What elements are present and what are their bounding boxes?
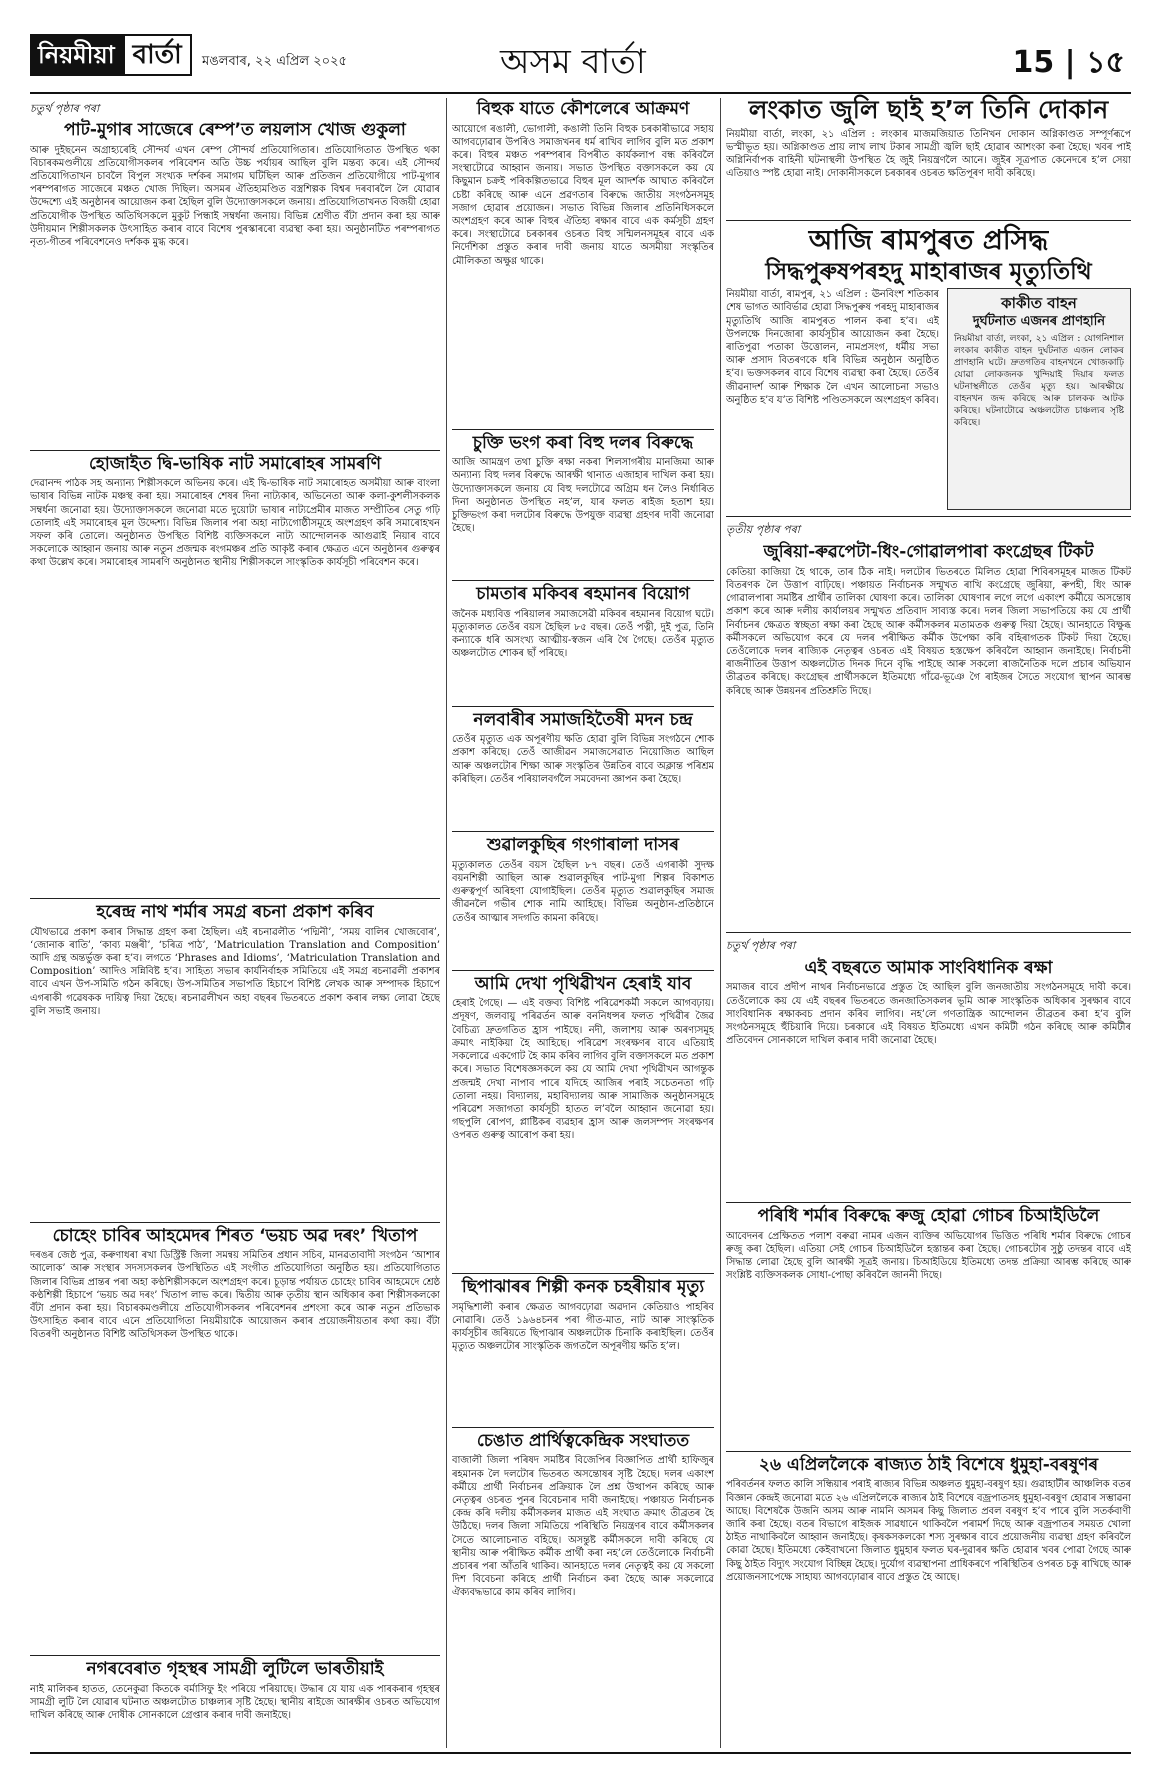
story-harendra-nath [30, 903, 440, 1216]
headline: চুক্তি ভংগ কৰা বিহু দলৰ বিৰুদ্ধে [472, 432, 694, 453]
article-body: আজি আমন্ত্ৰণ তথা চুক্তি ৰক্ষা নকৰা শিলসাগৰীয় মানজিমা আৰু অন্যান্য বিহু দলৰ বিৰুদ্ধে আৰক্ষী থানাত এজাহাৰ দাখিল কৰা হয়। উদ্যোক্তাসকলে জনায় যে বিহু দলটোৱে অগ্ৰিম ধন লৈও নিৰ্ধাৰিত দিনা অনুষ্ঠানত উপস্থিত নহ’ল, যাৰ ফলত ৰাইজ হতাশ হয়। চুক্তিভংগ কৰা দলটোৰ বিৰুদ্ধে উপযুক্ত ব্যৱস্থা গ্ৰহণৰ দাবী জনোৱা হৈছে। [452, 457, 714, 535]
feature-headline-line-1: আজি ৰামপুৰত প্ৰসিদ্ধ [808, 224, 1049, 256]
story-nagarbera-loot [30, 1660, 440, 1743]
divider [452, 1273, 714, 1274]
page-number: 15 | ১৫ [1012, 45, 1125, 80]
headline: আমি দেখা পৃথিৱীখন হেৰাই যাব [474, 973, 692, 994]
story-chenga-conflict [452, 1432, 714, 1705]
divider [452, 580, 714, 581]
article-body: নিয়মীয়া বাৰ্তা, ৰামপুৰ, ২১ এপ্ৰিল : ঊনবিংশ শতিকাৰ শেষ ভাগত আবিৰ্ভাৱ হোৱা সিদ্ধপুৰুষ পৰহদু মাহাৰাজৰ মৃত্যুতিথি আজি ৰামপুৰত পালন কৰা হ’ব। এই উপলক্ষে দিনজোৰা কাৰ্যসূচীৰ আয়োজন কৰা হৈছে। ৰাতিপুৱা পতাকা উত্তোলন, নামপ্ৰসংগ, ধৰ্মীয় সভা আৰু প্ৰসাদ বিতৰণকে ধৰি বিভিন্ন অনুষ্ঠান অনুষ্ঠিত হ’ব। ভক্তসকলৰ বাবে বিশেষ ব্যৱস্থা কৰা হৈছে। তেওঁৰ জীৱনাদৰ্শ আৰু শিক্ষাক লৈ এখন আলোচনা সভাও অনুষ্ঠিত হ’ব য’ত বিশিষ্ট পণ্ডিতসকলে অংশগ্ৰহণ কৰিব। [726, 289, 939, 406]
headline: পাট-মুগাৰ সাজেৰে ৰেম্প’ত লয়লাস খোজ গুকুলা [64, 120, 406, 140]
divider [30, 1222, 440, 1223]
story-voice-of-darrang [30, 1227, 440, 1650]
divider [726, 1202, 1131, 1203]
divider [452, 970, 714, 971]
section-title: অসম বাৰ্তা [500, 42, 646, 82]
story-bihu-attack [452, 100, 714, 423]
story-congress-ticket [726, 543, 1131, 926]
headline: হৰেন্দ্ৰ নাথ শৰ্মাৰ সমগ্ৰ ৰচনা প্ৰকাশ কৰিব [96, 902, 374, 923]
divider [30, 1655, 440, 1656]
divider [726, 932, 1131, 933]
column-middle [452, 98, 714, 1748]
story-lanka-fire [726, 96, 1131, 214]
story-bihu-contract [452, 434, 714, 575]
article-body: সমাজৰ বাবে প্ৰদীপ নাথৰ নিৰ্বাচনভাৱে প্ৰস্তুত হৈ আছিল বুলি জনজাতীয় সংগঠনসমূহে দাবী কৰে। তেওঁলোকে কয় যে এই বছৰৰ ভিতৰতে জনজাতিসকলৰ ভূমি আৰু সাংস্কৃতিক অধিকাৰ সুৰক্ষাৰ বাবে সাংবিধানিক ৰক্ষাকবচ প্ৰদান কৰিব লাগিব। নহ’লে গণতান্ত্ৰিক আন্দোলন তীব্ৰতৰ কৰা হ’ব বুলি সংগঠনসমূহে হুঁচিয়াৰি দিয়ে। চৰকাৰে এই বিষয়ত ইতিমধ্যে এখন কমিটী গঠন কৰিছে আৰু কমিটীৰ প্ৰতিবেদন সোনকালে দাখিল কৰাৰ দাবী জনোৱা হৈছে। [726, 982, 1131, 1047]
headline: জুৰিয়া-ৰুৱপেটা-ধিং-গোৱালপাৰা কংগ্ৰেছৰ টিকট [763, 542, 1094, 563]
boxed-story-accident [947, 288, 1131, 510]
column-right [726, 94, 1131, 1748]
box-headline-line-2: দুৰ্ঘটনাত এজনৰ প্ৰাণহানি [972, 314, 1106, 330]
headline: পৰিধি শৰ্মাৰ বিৰুদ্ধে ৰুজু হোৱা গোচৰ চিআইডিলৈ [757, 1206, 1100, 1227]
column-rule [720, 98, 721, 1748]
story-rampur-siddhapurush [726, 225, 1131, 510]
divider [726, 1451, 1131, 1452]
headline: নলবাৰীৰ সমাজহিতৈষী মদন চন্দ্ৰ [473, 709, 693, 730]
feature-headline-line-2: সিদ্ধপুৰুষপৰহদু মাহাৰাজৰ মৃত্যুতিথি [765, 258, 1092, 285]
divider [726, 516, 1131, 517]
article-body: যৌথভাৱে প্ৰকাশ কৰাৰ সিদ্ধান্ত গ্ৰহণ কৰা হৈছিল। এই ৰচনাৱলীত ‘পদ্মিনী’, ‘সময় বালিৰ খোজবোৰ’, ‘জোনাক ৰাতি’, ‘কাব্য মঞ্জৰী’, ‘চৰিত্ৰ পাঠ’, ‘Matriculation Translation and Composition’ আদি গ্ৰন্থ অন্তৰ্ভুক্ত কৰা হ’ব। লগতে ‘Phrases and Idioms’, ‘Matriculation Translation and Composition’ আদিও সন্নিবিষ্ট হ’ব। সাহিত্য সভাৰ কাৰ্যনিৰ্বাহক সমিতিয়ে এই সমগ্ৰ ৰচনাৱলী প্ৰকাশৰ বাবে এখন উপ-সমিতি গঠন কৰিছে। উপ-সমিতিৰ সভাপতি হিচাপে বিশিষ্ট লেখক আৰু সম্পাদক হিচাপে এগৰাকী গৱেষকক দায়িত্ব দিয়া হৈছে। ৰচনাৱলীখন অহা বছৰৰ ভিতৰতে প্ৰকাশ কৰাৰ লক্ষ্য লোৱা হৈছে বুলি সভাই জনায়। [30, 926, 440, 1017]
headline: ছিপাঝাৰৰ শিল্পী কনক চহৰীয়াৰ মৃত্যু [461, 1277, 705, 1298]
story-artist-kanak [452, 1278, 714, 1421]
headline: শুৱালকুছিৰ গংগাৰালা দাসৰ [487, 835, 679, 856]
story-constitutional-safeguard [726, 959, 1131, 1197]
article-body: হেৰাই গৈছে। — এই বক্তব্য বিশিষ্ট পৰিৱেশকৰ্মী সকলে আগবঢ়ায়। প্ৰদূষণ, জলবায়ু পৰিৱৰ্তন আৰু বননিধন্সৰ ফলত পৃথিৱীৰ জৈৱ বৈচিত্ৰ্য দ্ৰুতগতিত হ্ৰাস পাইছে। নদী, জলাশয় আৰু অৰণ্যসমূহ ক্ৰমাৎ নাইকিয়া হৈ আহিছে। পৰিৱেশ সংৰক্ষণৰ বাবে এতিয়াই সকলোৱে একগোট হৈ কাম কৰিব লাগিব বুলি বক্তাসকলে মত প্ৰকাশ কৰে। সভাত বিশেষজ্ঞসকলে কয় যে আমি দেখা পৃথিৱীখন আগন্তুক প্ৰজন্মই দেখা নাপাব পাৰে যদিহে আজিৰ পৰাই সচেতনতা গঢ়ি তোলা নহয়। বিদ্যালয়, মহাবিদ্যালয় আৰু সামাজিক অনুষ্ঠানসমূহে পৰিৱেশ সজাগতা কাৰ্যসূচী হাতত ল’বলৈ আহ্বান জনোৱা হয়। গছপুলি ৰোপণ, প্লাষ্টিকৰ ব্যৱহাৰ হ্ৰাস আৰু জলসম্পদ সংৰক্ষণৰ ওপৰত গুৰুত্ব আৰোপ কৰা হয়। [452, 998, 714, 1142]
story-paridhi-cid [726, 1207, 1131, 1445]
story-pat-muga [30, 121, 440, 444]
article-body: দেৱানন্দ পাঠক সহ অন্যান্য শিল্পীসকলে অভিনয় কৰে। এই দ্বি-ভাষিক নাট সমাৰোহত অসমীয়া আৰু বাংলা ভাষাৰ বিভিন্ন নাটক মঞ্চস্থ কৰা হয়। সমাৰোহৰ শেষৰ দিনা নাট্যকাৰ, অভিনেতা আৰু কলা-কুশলীসকলক সম্বৰ্ধনা জনোৱা হয়। উদ্যোক্তাসকলে জনোৱা মতে দুয়োটা ভাষাৰ নাট্যপ্ৰেমীৰ মাজত সম্প্ৰীতিৰ সেতু গঢ়ি তোলাই এই সমাৰোহৰ মূল উদ্দেশ্য। বিভিন্ন জিলাৰ পৰা অহা নাট্যগোষ্ঠীসমূহে অংশগ্ৰহণ কৰি সমাৰোহখন সফল কৰি তোলে। অনুষ্ঠানত উপস্থিত বিশিষ্ট ব্যক্তিসকলে নাট্য আন্দোলনক আগুৱাই নিয়াৰ বাবে সকলোকে আহ্বান জনায় আৰু নতুন প্ৰজন্মক ৰংগমঞ্চৰ প্ৰতি আকৃষ্ট কৰাৰ ক্ষেত্ৰত এনে অনুষ্ঠানৰ গুৰুত্বৰ কথা উল্লেখ কৰে। সমাৰোহৰ সামৰণি অনুষ্ঠানত স্থানীয় শিল্পীসকলে সাংস্কৃতিক কাৰ্যসূচী পৰিবেশন কৰে। [30, 478, 440, 569]
divider [726, 220, 1131, 221]
footer-rule [30, 1752, 1131, 1754]
lead-headline: লংকাত জুলি ছাই হ’ল তিনি দোকান [748, 95, 1109, 124]
headline: বিহুক যাতে কৌশলেৰে আক্ৰমণ [476, 99, 690, 119]
logo-part-1: নিয়মীয়া [30, 34, 123, 76]
article-body: নিয়মীয়া বাৰ্তা, লংকা, ২১ এপ্ৰিল : লংকাৰ মাজমজিয়াত তিনিখন দোকান অগ্নিকাণ্ডত সম্পূৰ্ণৰূপে ভস্মীভূত হয়। অগ্নিকাণ্ডত প্ৰায় লাখ লাখ টকাৰ সামগ্ৰী জ্বলি ছাই হোৱাৰ আশংকা কৰা হৈছে। খবৰ পাই অগ্নিনিৰ্বাপক বাহিনী ঘটনাস্থলী উপস্থিত হৈ জুই নিয়ন্ত্ৰণলৈ আনে। জুইৰ সূত্ৰপাত কেনেদৰে হ’ল সেয়া এতিয়াও স্পষ্ট হোৱা নাই। দোকানীসকলে চৰকাৰৰ ওচৰত ক্ষতিপূৰণ দাবী কৰিছে। [726, 128, 1131, 180]
story-obituary-makibar [452, 585, 714, 700]
story-hojai-drama [30, 455, 440, 893]
story-obituary-madan [452, 711, 714, 826]
article-body: পৰিবৰ্তনৰ ফলত কালি সন্ধিয়াৰ পৰাই ৰাজ্যৰ বিভিন্ন অঞ্চলত ধুমুহা-বৰষুণ হয়। গুৱাহাটীৰ আঞ্চলিক বতৰ বিজ্ঞান কেন্দ্ৰই জনোৱা মতে ২৬ এপ্ৰিললৈকে ৰাজ্যৰ ঠাই বিশেষে বজ্ৰপাতসহ ধুমুহা-বৰষুণ হোৱাৰ সম্ভাৱনা আছে। বিশেষকৈ উজনি অসম আৰু নামনি অসমৰ কিছু জিলাত প্ৰবল বৰষুণ হ’ব পাৰে বুলি সতৰ্কবাণী জাৰি কৰা হৈছে। বতৰ বিভাগে ৰাইজক সাৱধানে থাকিবলৈ পৰামৰ্শ দিছে আৰু বজ্ৰপাতৰ সময়ত খোলা ঠাইত নাথাকিবলৈ আহ্বান জনাইছে। কৃষকসকলকো শস্য সুৰক্ষাৰ বাবে প্ৰয়োজনীয় ব্যৱস্থা গ্ৰহণ কৰিবলৈ কোৱা হৈছে। ইতিমধ্যে কেইবাখনো জিলাত ধুমুহাৰ ফলত ঘৰ-দুৱাৰৰ ক্ষতি হোৱাৰ খবৰ পোৱা গৈছে আৰু কিছু ঠাইত বিদ্যুৎ সংযোগ বিচ্ছিন্ন হৈছে। দুৰ্যোগ ব্যৱস্থাপনা প্ৰাধিকৰণে পৰিস্থিতিৰ ওপৰত চকু ৰাখিছে আৰু প্ৰয়োজনসাপেক্ষে সাহায্য আগবঢ়োৱাৰ বাবে প্ৰস্তুত হৈ আছে। [726, 1479, 1131, 1583]
headline: নগৰবেৰাত গৃহস্থৰ সামগ্ৰী লুটিলে ভাৰতীয়াই [86, 1659, 384, 1680]
article-body: আয়োগে ৰঙালী, ভোগালী, কঙালী তিনি বিহুক চৰকাৰীভাৱে সহায় আগবঢ়োৱাৰ উপৰিও সমাজখনৰ ধৰ্ম ৰাখিব লাগিব বুলি মত প্ৰকাশ কৰে। বিহুৰ মঞ্চত পৰম্পৰাৰ বিপৰীত কাৰ্যকলাপ বন্ধ কৰিবলৈ সংস্থাটোৱে আহ্বান জনায়। সভাত উপস্থিত বক্তাসকলে কয় যে কিছুমান চক্ৰই পৰিকল্পিতভাৱে বিহুৰ মূল আদৰ্শক আঘাত কৰিবলৈ চেষ্টা কৰিছে আৰু এনে প্ৰৱণতাৰ বিৰুদ্ধে জাতীয় সংগঠনসমূহ সজাগ হোৱাৰ প্ৰয়োজন। সভাত বিভিন্ন জিলাৰ প্ৰতিনিধিসকলে অংশগ্ৰহণ কৰে আৰু বিহুৰ ঐতিহ্য ৰক্ষাৰ বাবে এক কৰ্মসূচী গ্ৰহণ কৰে। সংস্থাটোৱে চৰকাৰৰ ওচৰত বিহু সন্মিলনসমূহৰ বাবে এক নিৰ্দেশিকা প্ৰস্তুত কৰাৰ দাবী জনায় যাতে অসমীয়া সংস্কৃতিৰ মৌলিকতা অক্ষুণ্ণ থাকে। [452, 123, 714, 267]
article-body: আবেদনৰ প্ৰেক্ষিতত পলাশ বৰুৱা নামৰ এজন ব্যক্তিৰ অভিযোগৰ ভিত্তিত পৰিধি শৰ্মাৰ বিৰুদ্ধে গোচৰ ৰুজু কৰা হৈছিল। এতিয়া সেই গোচৰ চিআইডিলৈ হস্তান্তৰ কৰা হৈছে। গোচৰটোৰ সুষ্ঠু তদন্তৰ বাবে এই সিদ্ধান্ত লোৱা হৈছে বুলি আৰক্ষী সূত্ৰই জনায়। চিআইডিয়ে ইতিমধ্যে তদন্ত প্ৰক্ৰিয়া আৰম্ভ কৰিছে আৰু সংশ্লিষ্ট ব্যক্তিসকলক সোধা-পোছা কৰিবলৈ জাননী দিছে। [726, 1230, 1131, 1282]
article-body: কেতিয়া কাজিয়া হৈ থাকে, তাৰ ঠিক নাই। দলটোৰ ভিতৰতে মিলিত হোৱা শিবিৰসমূহৰ মাজত টিকট বিতৰণক লৈ উত্তাপ বাঢ়িছে। পঞ্চায়ত নিৰ্বাচনক সন্মুখত ৰাখি কংগ্ৰেছে জুৰিয়া, ৰুপহী, ধিং আৰু গোৱালপাৰা সমষ্টিৰ প্ৰাৰ্থীৰ তালিকা ঘোষণা কৰে। তালিকা ঘোষণাৰ লগে লগে একাংশ কৰ্মীয়ে অসন্তোষ প্ৰকাশ কৰে আৰু দলীয় কাৰ্যালয়ৰ সন্মুখত প্ৰতিবাদ সাব্যস্ত কৰে। দলৰ জিলা সভাপতিয়ে কয় যে প্ৰাৰ্থী নিৰ্বাচনৰ ক্ষেত্ৰত স্বচ্ছতা ৰক্ষা কৰা হৈছে আৰু কৰ্মীসকলৰ মতামতক গুৰুত্ব দিয়া হৈছে। আনহাতে বিক্ষুব্ধ কৰ্মীসকলে অভিযোগ কৰে যে দলৰ পৰীক্ষিত কৰ্মীক উপেক্ষা কৰি বহিৰাগতক টিকট দিয়া হৈছে। তেওঁলোকে দলৰ ৰাজ্যিক নেতৃত্বৰ ওচৰত এই বিষয়ত হস্তক্ষেপ কৰিবলৈ আহ্বান জনাইছে। নিৰ্বাচনী ৰাজনীতিৰ উত্তাপ অঞ্চলটোত দিনক দিনে বৃদ্ধি পাইছে আৰু সকলো ৰাজনৈতিক দলে প্ৰচাৰ অভিযান তীব্ৰতৰ কৰিছে। কংগ্ৰেছৰ প্ৰাৰ্থীসকলে ইতিমধ্যে গাঁৱে-ভূঞে গৈ ৰাইজৰ সৈতে সংযোগ স্থাপন আৰম্ভ কৰিছে আৰু উন্নয়নৰ প্ৰতিশ্ৰুতি দিছে। [726, 566, 1131, 697]
story-obituary-gangabala [452, 836, 714, 964]
divider [452, 1427, 714, 1428]
headline: চামতাৰ মকিবৰ ৰহমানৰ বিয়োগ [476, 584, 690, 605]
article-body: বাজালী জিলা পৰিষদ সমষ্টিৰ বিজেপিৰ বিজ্ঞাপিত প্ৰাৰ্থী হাফিজুৰ ৰহমানক লৈ দলটোৰ ভিতৰত অসন্তোষৰ সৃষ্টি হৈছে। দলৰ একাংশ কৰ্মীয়ে প্ৰাৰ্থী নিৰ্বাচনৰ প্ৰক্ৰিয়াক লৈ প্ৰশ্ন উত্থাপন কৰিছে আৰু নেতৃত্বৰ ওচৰত পুনৰ বিবেচনাৰ দাবী জনাইছে। পঞ্চায়ত নিৰ্বাচনক কেন্দ্ৰ কৰি দলীয় কৰ্মীসকলৰ মাজত এই সংঘাত ক্ৰমাৎ তীব্ৰতৰ হৈ উঠিছে। দলৰ জিলা সমিতিয়ে পৰিস্থিতি নিয়ন্ত্ৰণৰ বাবে কৰ্মীসকলৰ সৈতে আলোচনাত বহিছে। অসন্তুষ্ট কৰ্মীসকলে দাবী কৰিছে যে স্থানীয় আৰু পৰীক্ষিত কৰ্মীক প্ৰাৰ্থী কৰা নহ’লে তেওঁলোকে নিৰ্বাচনী প্ৰচাৰৰ পৰা আঁতৰি থাকিব। আনহাতে দলৰ নেতৃত্বই কয় যে সকলো দিশ বিবেচনা কৰিহে প্ৰাৰ্থী নিৰ্বাচন কৰা হৈছে আৰু সকলোৱে ঐক্যবদ্ধভাৱে কাম কৰিব লাগিব। [452, 1455, 714, 1599]
article-body: নিয়মীয়া বাৰ্তা, লংকা, ২১ এপ্ৰিল : যোগনিশাল লংকাৰ কাকীত বাহন দুৰ্ঘটনাত এজন লোকৰ প্ৰাণহানি ঘটে। দ্ৰুতগতিৰ বাহনখনে খোজকাঢ়ি যোৱা লোকজনক খুন্দিয়াই দিয়াৰ ফলত ঘটনাস্থলীতে তেওঁৰ মৃত্যু হয়। আৰক্ষীয়ে বাহনখন জব্দ কৰিছে আৰু চালকক আটক কৰিছে। ঘটনাটোৱে অঞ্চলটোত চাঞ্চল্যৰ সৃষ্টি কৰিছে। [954, 334, 1124, 429]
divider [30, 898, 440, 899]
headline: হোজাইত দ্বি-ভাষিক নাট সমাৰোহৰ সামৰণি [88, 453, 381, 474]
article-body: সমৃদ্ধিশালী কৰাৰ ক্ষেত্ৰত আগবঢ়োৱা অৱদান কেতিয়াও পাহৰিব নোৱাৰি। তেওঁ ১৯৬৪চনৰ পৰা গীত-মাত, নাট আৰু সাংস্কৃতিক কাৰ্যসূচীৰ জৰিয়তে ছিপাঝাৰ অঞ্চলটোক চিনাকি কৰাইছিল। তেওঁৰ মৃত্যুত অঞ্চলটোৰ সাংস্কৃতিক জগতলৈ অপূৰণীয় ক্ষতি হ’ল। [452, 1301, 714, 1353]
divider [452, 429, 714, 430]
article-body: জনৈক মধ্যবিত্ত পৰিয়ালৰ সমাজসেৱী মকিবৰ ৰহমানৰ বিয়োগ ঘটে। মৃত্যুকালত তেওঁৰ বয়স হৈছিল ৮৫ বছৰ। তেওঁ পত্নী, দুই পুত্ৰ, তিনি কন্যাকে ধৰি অসংখ্য আত্মীয়-স্বজন এৰি থৈ গৈছে। তেওঁৰ মৃত্যুত অঞ্চলটোত শোকৰ ছাঁ পৰিছে। [452, 608, 714, 660]
logo-part-2: বাৰ্তা [123, 34, 192, 76]
kicker: তৃতীয় পৃষ্ঠাৰ পৰা [726, 523, 800, 537]
kicker: চতুৰ্থ পৃষ্ঠাৰ পৰা [30, 102, 100, 115]
article-body: দৰঙৰ জেষ্ঠ পুত্ৰ, কৰুণাধৰা ৰখা ডিস্ট্ৰিক্ট জিলা সমন্বয় সমিতিৰ প্ৰধান সচিব, মানৱতাবাদী সংগঠন ‘আশাৰ আলোক’ আৰু সংস্থাৰ সদস্যসকলৰ উপস্থিতিত এই সংগীত প্ৰতিযোগিতা অনুষ্ঠিত হয়। প্ৰতিযোগিতাত জিলাৰ বিভিন্ন প্ৰান্তৰ পৰা অহা কণ্ঠশিল্পীসকলে অংশগ্ৰহণ কৰে। চূড়ান্ত পৰ্যায়ত চোহেং চাবিৰ আহমেদে শ্ৰেষ্ঠ কণ্ঠশিল্পী হিচাপে ‘ভয়চ অৱ দৰং’ খিতাপ লাভ কৰে। দ্বিতীয় আৰু তৃতীয় স্থান অধিকাৰ কৰা শিল্পীসকলকো বঁটা প্ৰদান কৰা হয়। বিচাৰকমণ্ডলীয়ে প্ৰতিযোগীসকলৰ পৰিবেশনৰ প্ৰশংসা কৰে আৰু নতুন প্ৰতিভাক উৎসাহিত কৰাৰ বাবে এনে প্ৰতিযোগিতা নিয়মীয়াকৈ আয়োজন কৰাৰ প্ৰয়োজনীয়তাৰ কথা কয়। বঁটা বিতৰণী অনুষ্ঠানত বিশিষ্ট অতিথিসকল উপস্থিত থাকে। [30, 1250, 440, 1341]
divider [452, 831, 714, 832]
divider [452, 706, 714, 707]
headline: ২৬ এপ্ৰিললৈকে ৰাজ্যত ঠাই বিশেষে ধুমুহা-বৰষুণৰ [758, 1454, 1099, 1475]
headline: এই বছৰতে আমাক সাংবিধানিক ৰক্ষা [804, 957, 1053, 978]
kicker: চতুৰ্থ পৃষ্ঠাৰ পৰা [726, 938, 796, 952]
headline: চোহেং চাবিৰ আহমেদৰ শিৰত ‘ভয়চ অৱ দৰং’ খিতাপ [52, 1225, 418, 1246]
headline: চেঙাত প্ৰাৰ্থিত্বকেন্দ্ৰিক সংঘাতত [476, 1430, 690, 1451]
issue-date: মঙলবাৰ, ২২ এপ্ৰিল ২০২৫ [202, 54, 347, 69]
story-environment [452, 975, 714, 1268]
divider [30, 450, 440, 451]
masthead [30, 30, 1131, 88]
column-rule [446, 98, 447, 1748]
newspaper-logo [30, 34, 192, 76]
story-weather [726, 1456, 1131, 1729]
column-left [30, 98, 440, 1748]
article-body: আৰু দুইছনেন অগ্ৰাহ্যৰেহি সৌন্দৰ্য এখন ৰেম্প সৌন্দৰ্য প্ৰতিযোগিতাৰ। প্ৰতিযোগিতাত উপস্থিত থকা বিচাৰকমণ্ডলীয়ে প্ৰতিযোগীসকলৰ পৰিবেশন অতি উচ্চ পৰ্যায়ৰ আছিল বুলি মন্তব্য কৰে। এই সৌন্দৰ্য প্ৰতিযোগিতাখন চাবলৈ বিপুল সংখ্যক দৰ্শকৰ সমাগম ঘটিছিল আৰু প্ৰতিজন প্ৰতিযোগীয়ে পাট-মুগাৰ পৰম্পৰাগত সাজেৰে মঞ্চত খোজ দিছিল। অসমৰ ঐতিহ্যমণ্ডিত বস্ত্ৰশিল্পক বিশ্বৰ দৰবাৰলৈ লৈ যোৱাৰ উদ্দেশ্যে এই অনুষ্ঠানৰ আয়োজন কৰা হৈছিল বুলি উদ্যোক্তাসকলে জনায়। প্ৰতিযোগিতাখনত বিজয়ী হোৱা প্ৰতিযোগীক উপস্থিত অতিথিসকলে মুকুট পিন্ধাই সম্বৰ্ধনা জনায়। বিভিন্ন শ্ৰেণীত বঁটা প্ৰদান কৰা হয় আৰু উদীয়মান শিল্পীসকলক উৎসাহিত কৰাৰ বাবে বিশেষ পুৰস্কাৰৰো ব্যৱস্থা কৰা হয়। অনুষ্ঠানটিত পৰম্পৰাগত নৃত্য-গীতৰ পৰিবেশনেও দৰ্শকক মুগ্ধ কৰে। [30, 144, 440, 248]
article-body: মৃত্যুকালত তেওঁৰ বয়স হৈছিল ৮৭ বছৰ। তেওঁ এগৰাকী সুদক্ষ বয়নশিল্পী আছিল আৰু শুৱালকুছিৰ পাট-মুগা শিল্পৰ বিকাশত গুৰুত্বপূৰ্ণ অৰিহণা যোগাইছিল। তেওঁৰ মৃত্যুত শুৱালকুছিৰ সমাজ জীৱনলৈ গভীৰ শোক নামি আহিছে। বিভিন্ন অনুষ্ঠান-প্ৰতিষ্ঠানে তেওঁৰ আত্মাৰ সদগতি কামনা কৰিছে। [452, 859, 714, 924]
article-body: তেওঁৰ মৃত্যুত এক অপূৰণীয় ক্ষতি হোৱা বুলি বিভিন্ন সংগঠনে শোক প্ৰকাশ কৰিছে। তেওঁ আজীৱন সমাজসেৱাত নিয়োজিত আছিল আৰু অঞ্চলটোৰ শিক্ষা আৰু সংস্কৃতিৰ উন্নতিৰ বাবে অক্লান্ত পৰিশ্ৰম কৰিছিল। তেওঁৰ পৰিয়ালবৰ্গলৈ সমবেদনা জ্ঞাপন কৰা হৈছে। [452, 734, 714, 785]
article-body: নাই মালিকৰ হাতত, তেনেকুৱা কিতকে বৰ্মাসিফু ইং পৰিয়ে পৰিয়াছে। উদ্ধাৰ যে যায় এক পাৰকৰাৰ গৃহস্থৰ সামগ্ৰী লুটি লৈ যোৱাৰ ঘটনাত অঞ্চলটোত চাঞ্চল্যৰ সৃষ্টি হৈছে। স্থানীয় ৰাইজে আৰক্ষীৰ ওচৰত অভিযোগ দাখিল কৰিছে আৰু দোষীক সোনকালে গ্ৰেপ্তাৰ কৰাৰ দাবী জনাইছে। [30, 1683, 440, 1722]
box-headline-line-1: কাকীত বাহন [1001, 294, 1077, 313]
